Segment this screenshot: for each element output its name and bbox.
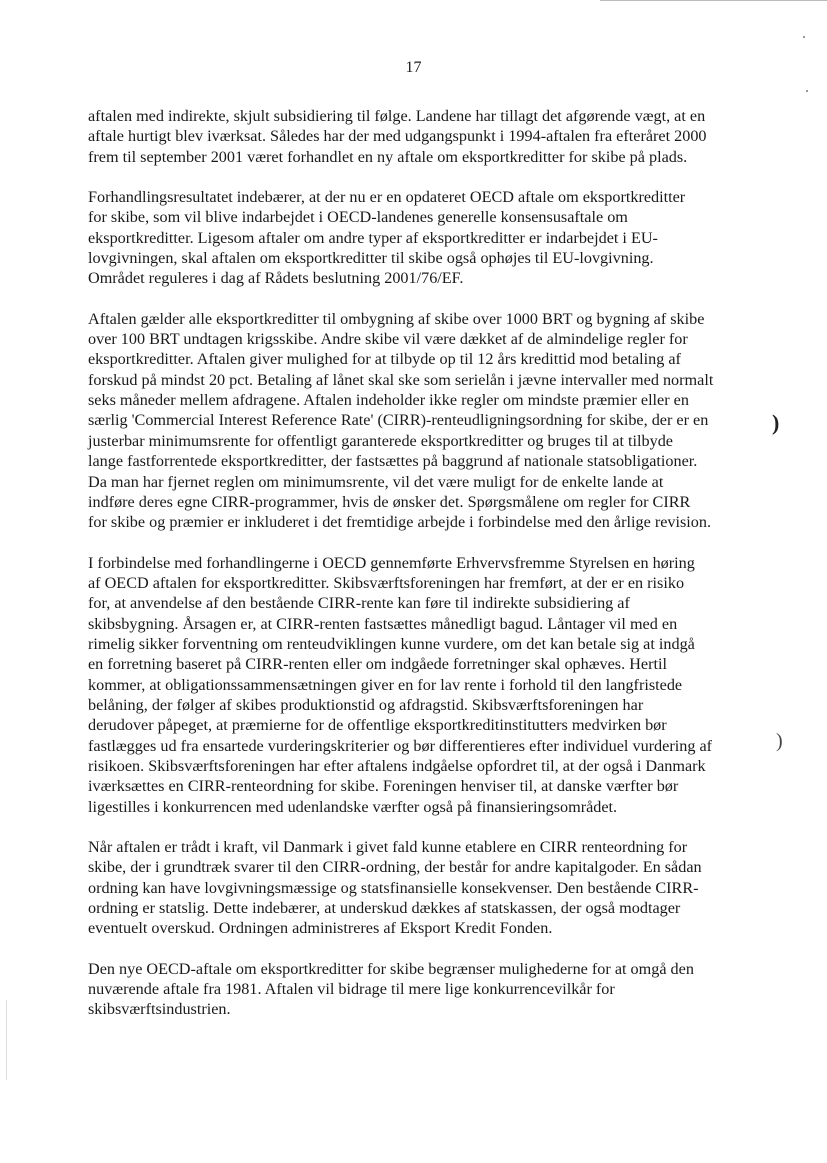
text-line: fastlægges ud fra ensartede vurderingskriterier og bør differentieres efter individuel vurdering af: [88, 736, 713, 755]
text-line: aftalen med indirekte, skjult subsidiering til følge. Landene har tillagt det afgørende vægt, at en: [88, 107, 706, 125]
text-line: særlig 'Commercial Interest Reference Rate' (CIRR)-renteudligningsordning for skibe, der er en: [88, 411, 709, 430]
paragraph: [88, 187, 768, 289]
paragraph: [88, 959, 768, 1020]
text-line: Da man har fjernet reglen om minimumsrente, vil det være muligt for de enkelte lande at: [88, 472, 664, 491]
page-number: 17: [405, 59, 422, 76]
margin-bracket-mark: ): [776, 730, 783, 752]
text-line: af OECD aftalen for eksportkreditter. Skibsværftsforeningen har fremført, at der er en risiko: [88, 573, 685, 592]
text-line: ligestilles i konkurrencen med udenlandske værfter også på finansieringsområdet.: [88, 797, 618, 816]
paragraph: [88, 837, 768, 939]
text-line: en forretning baseret på CIRR-renten eller om indgåede forretninger skal ophæves. Hertil: [88, 655, 667, 674]
scan-edge-line: [6, 1000, 7, 1080]
text-line: frem til september 2001 været forhandlet en ny aftale om eksportkreditter for skibe på plads.: [88, 147, 688, 166]
text-line: nuværende aftale fra 1981. Aftalen vil bidrage til mere lige konkurrencevilkår for: [88, 980, 615, 999]
text-line: aftale hurtigt blev iværksat. Således har der med udgangspunkt i 1994-aftalen fra efteråret 2000: [88, 127, 707, 146]
text-line: ordning er statslig. Dette indebærer, at underskud dækkes af statskassen, der også modtager: [88, 899, 681, 918]
text-line: Aftalen gælder alle eksportkreditter til ombygning af skibe over 1000 BRT og bygning af skibe: [88, 309, 705, 328]
paragraph: [88, 553, 768, 817]
text-line: ordning kan have lovgivningsmæssige og statsfinansielle konsekvenser. Den bestående CIRR-: [88, 878, 699, 897]
text-line: rimelig sikker forventning om renteudviklingen kunne vurdere, om det kan betale sig at indgå: [88, 634, 695, 653]
text-line: skibsværftsindustrien.: [88, 1000, 231, 1019]
scan-speck: [806, 90, 808, 92]
text-line: eksportkreditter. Ligesom aftaler om andre typer af eksportkreditter er indarbejdet i EU-: [88, 228, 658, 247]
scan-speck: [803, 36, 805, 38]
text-line: justerbar minimumsrente for offentligt garanterede eksportkreditter og bruges til at tilbyde: [88, 431, 673, 450]
text-line: over 100 BRT undtagen krigsskibe. Andre skibe vil være dækket af de almindelige regler for: [88, 330, 688, 349]
text-line: Den nye OECD-aftale om eksportkreditter for skibe begrænser mulighederne for at omgå den: [88, 959, 694, 978]
text-line: derudover påpeget, at præmierne for de offentlige eksportkreditinstitutters medvirken bør: [88, 716, 667, 735]
text-line: indføre deres egne CIRR-programmer, hvis de ønsker det. Spørgsmålene om regler for CIRR: [88, 492, 691, 511]
top-edge-rule: [600, 0, 827, 1]
paragraph: [88, 309, 768, 533]
text-line: lange fastforrentede eksportkreditter, der fastsættes på baggrund af nationale statsobligationer.: [88, 452, 698, 471]
paragraph: [88, 106, 768, 167]
text-line: seks måneder mellem afdragene. Aftalen indeholder ikke regler om mindste præmier eller en: [88, 391, 689, 410]
text-line: kommer, at obligationssammensætningen giver en for lav rente i forhold til den langfristede: [88, 675, 683, 694]
text-line: for, at anvendelse af den bestående CIRR-rente kan føre til indirekte subsidiering af: [88, 594, 630, 613]
text-line: for skibe, som vil blive indarbejdet i OECD-landenes generelle konsensusaftale om: [88, 208, 628, 227]
margin-bracket-mark: ): [772, 410, 780, 435]
body-text: [88, 106, 768, 1040]
text-line: lovgivningen, skal aftalen om eksportkreditter til skibe også ophøjes til EU-lovgivning.: [88, 249, 654, 268]
text-line: Når aftalen er trådt i kraft, vil Danmark i givet fald kunne etablere en CIRR renteordning for: [88, 838, 688, 856]
text-line: Området reguleres i dag af Rådets beslutning 2001/76/EF.: [88, 269, 464, 288]
text-line: for skibe og præmier er inkluderet i det fremtidige arbejde i forbindelse med den årlige revision.: [88, 513, 712, 532]
text-line: skibe, der i grundtræk svarer til den CIRR-ordning, der består for andre kapitalgoder. En sådan: [88, 858, 702, 877]
text-line: eventuelt overskud. Ordningen administreres af Eksport Kredit Fonden.: [88, 919, 553, 938]
text-line: forskud på mindst 20 pct. Betaling af lånet skal ske som serielån i jævne intervaller med normalt: [88, 370, 714, 389]
text-line: iværksættes en CIRR-renteordning for skibe. Foreningen henviser til, at danske værfter bør: [88, 777, 679, 796]
text-line: I forbindelse med forhandlingerne i OECD gennemførte Erhvervsfremme Styrelsen en høring: [88, 553, 695, 572]
text-line: skibsbygning. Årsagen er, at CIRR-renten fastsættes månedligt bagud. Låntager vil med en: [88, 614, 678, 633]
text-line: risikoen. Skibsværftsforeningen har efter aftalens indgåelse opfordret til, at der også i Danmark: [88, 756, 706, 775]
text-line: Forhandlingsresultatet indebærer, at der nu er en opdateret OECD aftale om eksportkreditter: [88, 188, 686, 207]
text-line: belåning, der følger af skibes produktionstid og afdragstid. Skibsværftsforeningen har: [88, 695, 644, 714]
text-line: eksportkreditter. Aftalen giver mulighed for at tilbyde op til 12 års kredittid mod betaling af: [88, 350, 681, 369]
